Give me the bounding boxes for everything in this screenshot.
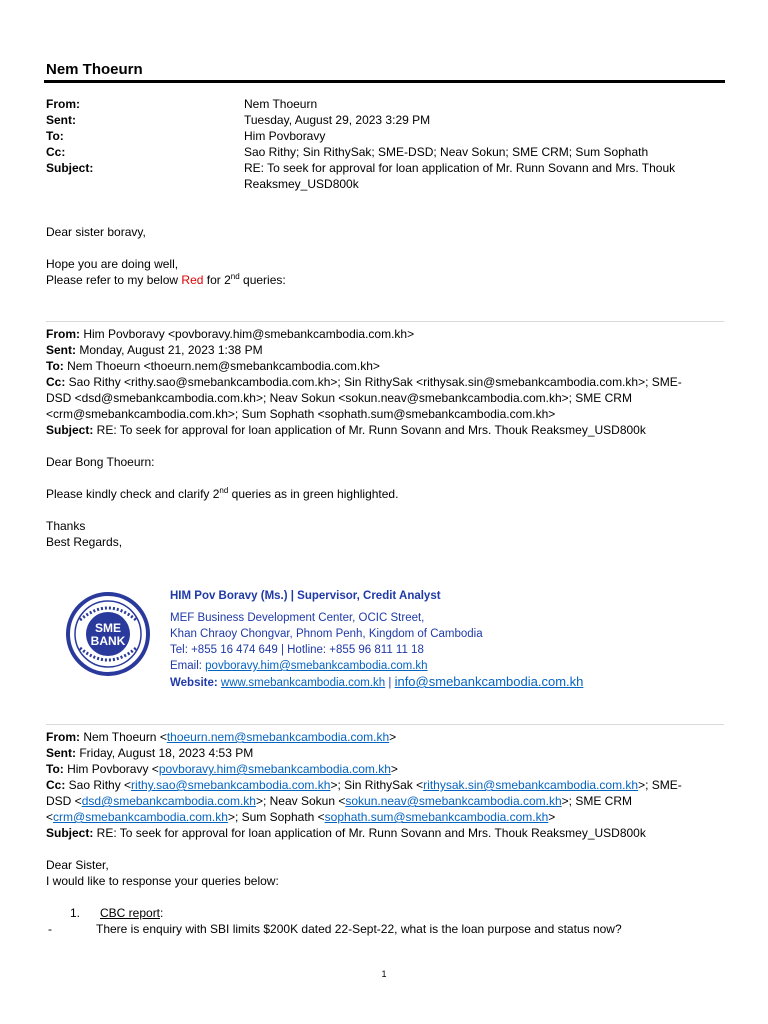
quote2-cc: <crm@smebankcambodia.com.kh>; Sum Sophath <sophath.sum@smebankcambodia.com.kh> bbox=[46, 810, 556, 824]
quoted-message-2 bbox=[46, 729, 726, 937]
message-line: Please refer to my below Red for 2nd queries: bbox=[46, 272, 286, 287]
header-sent-row bbox=[46, 112, 726, 128]
header-cc-label: Cc: bbox=[46, 145, 66, 159]
email-link[interactable]: povboravy.him@smebankcambodia.com.kh bbox=[158, 762, 391, 776]
quote2-intro: I would like to response your queries below: bbox=[46, 874, 279, 888]
header-cc-value: Sao Rithy; Sin RithySak; SME-DSD; Neav Sokun; SME CRM; Sum Sophath bbox=[244, 145, 649, 159]
signature-email-link[interactable]: povboravy.him@smebankcambodia.com.kh bbox=[205, 660, 428, 672]
list-item: 1. CBC report: bbox=[70, 906, 164, 920]
signature-info-email-link[interactable]: info@smebankcambodia.com.kh bbox=[394, 674, 584, 689]
message-line: Hope you are doing well, bbox=[46, 257, 179, 271]
message-greeting: Dear sister boravy, bbox=[46, 225, 146, 239]
quote-thanks: Thanks bbox=[46, 519, 86, 533]
header-to-row bbox=[46, 128, 726, 144]
quote2-greeting: Dear Sister, bbox=[46, 858, 109, 872]
header-subject-label: Subject: bbox=[46, 161, 94, 175]
owner-divider bbox=[44, 80, 725, 83]
email-header bbox=[46, 96, 726, 192]
email-link[interactable]: rithy.sao@smebankcambodia.com.kh bbox=[131, 778, 331, 792]
header-subject-value bbox=[244, 160, 726, 192]
header-from-label: From: bbox=[46, 97, 80, 111]
quoted-message-1 bbox=[46, 326, 726, 550]
signature-email-row: Email: povboravy.him@smebankcambodia.com.kh bbox=[170, 660, 428, 672]
signature-address-1: MEF Business Development Center, OCIC Street, bbox=[170, 612, 425, 624]
quote-cc: Cc: Sao Rithy <rithy.sao@smebankcambodia.com.kh>; Sin RithySak <rithysak.sin@smebankcambodia.com.kh>; SME- bbox=[46, 375, 682, 389]
quote-divider bbox=[46, 724, 724, 725]
header-subject-line2: Reaksmey_USD800k bbox=[244, 177, 359, 191]
header-to-label: To: bbox=[46, 129, 64, 143]
quote-cc: <crm@smebankcambodia.com.kh>; Sum Sophath <sophath.sum@smebankcambodia.com.kh> bbox=[46, 407, 556, 421]
email-link[interactable]: rithysak.sin@smebankcambodia.com.kh bbox=[423, 778, 639, 792]
quote-body: Please kindly check and clarify 2nd queries as in green highlighted. bbox=[46, 486, 399, 501]
quote-to: To: Nem Thoeurn <thoeurn.nem@smebankcambodia.com.kh> bbox=[46, 359, 380, 373]
sme-bank-logo bbox=[60, 590, 156, 686]
header-from-row bbox=[46, 96, 726, 112]
svg-text:BANK: BANK bbox=[90, 634, 126, 648]
quote-cc: DSD <dsd@smebankcambodia.com.kh>; Neav Sokun <sokun.neav@smebankcambodia.com.kh>; SME CRM bbox=[46, 391, 632, 405]
quote2-cc: DSD <dsd@smebankcambodia.com.kh>; Neav Sokun <sokun.neav@smebankcambodia.com.kh>; SME CRM bbox=[46, 794, 632, 808]
signature-phone: Tel: +855 16 474 649 | Hotline: +855 96 811 11 18 bbox=[170, 644, 424, 656]
quote-divider bbox=[46, 321, 724, 322]
quote-subject: Subject: RE: To seek for approval for loan application of Mr. Runn Sovann and Mrs. Thouk Reaksmey_USD800k bbox=[46, 423, 646, 437]
email-link[interactable]: sophath.sum@smebankcambodia.com.kh bbox=[324, 810, 549, 824]
quote2-to: To: Him Povboravy <povboravy.him@smebankcambodia.com.kh> bbox=[46, 762, 398, 776]
signature-text bbox=[170, 588, 583, 691]
quote2-cc: Cc: Sao Rithy <rithy.sao@smebankcambodia.com.kh>; Sin RithySak <rithysak.sin@smebankcambodia.com.kh>; SME- bbox=[46, 778, 682, 792]
quote-greeting: Dear Bong Thoeurn: bbox=[46, 455, 155, 469]
email-link[interactable]: crm@smebankcambodia.com.kh bbox=[53, 810, 228, 824]
email-link[interactable]: thoeurn.nem@smebankcambodia.com.kh bbox=[166, 730, 390, 744]
header-from-value: Nem Thoeurn bbox=[244, 97, 318, 111]
header-sent-label: Sent: bbox=[46, 113, 76, 127]
quote2-sent: Sent: Friday, August 18, 2023 4:53 PM bbox=[46, 746, 254, 760]
header-subject-row bbox=[46, 160, 726, 192]
header-cc-row bbox=[46, 144, 726, 160]
quote2-from: From: Nem Thoeurn <thoeurn.nem@smebankcambodia.com.kh> bbox=[46, 730, 397, 744]
list-item: - There is enquiry with SBI limits $200K dated 22-Sept-22, what is the loan purpose and status now? bbox=[48, 922, 622, 936]
mailbox-owner: Nem Thoeurn bbox=[46, 61, 143, 78]
quote2-subject: Subject: RE: To seek for approval for loan application of Mr. Runn Sovann and Mrs. Thouk Reaksmey_USD800k bbox=[46, 826, 646, 840]
email-link[interactable]: dsd@smebankcambodia.com.kh bbox=[81, 794, 256, 808]
page-number: 1 bbox=[381, 969, 387, 979]
header-to-value: Him Povboravy bbox=[244, 129, 326, 143]
email-link[interactable]: sokun.neav@smebankcambodia.com.kh bbox=[345, 794, 562, 808]
signature-name: HIM Pov Boravy (Ms.) | Supervisor, Credit Analyst bbox=[170, 590, 441, 602]
quote-regards: Best Regards, bbox=[46, 535, 123, 549]
quote-sent: Sent: Monday, August 21, 2023 1:38 PM bbox=[46, 343, 263, 357]
signature-address-2: Khan Chraoy Chongvar, Phnom Penh, Kingdom of Cambodia bbox=[170, 628, 483, 640]
quote-from: From: Him Povboravy <povboravy.him@smebankcambodia.com.kh> bbox=[46, 327, 415, 341]
email-signature bbox=[60, 590, 740, 690]
svg-text:SME: SME bbox=[94, 621, 122, 635]
signature-website-row: Website: www.smebankcambodia.com.kh | info@smebankcambodia.com.kh bbox=[170, 674, 584, 689]
message-body bbox=[46, 224, 726, 288]
header-sent-value: Tuesday, August 29, 2023 3:29 PM bbox=[244, 113, 431, 127]
header-subject-line1: RE: To seek for approval for loan application of Mr. Runn Sovann and Mrs. Thouk bbox=[244, 161, 676, 175]
red-highlight-word: Red bbox=[181, 273, 204, 287]
signature-website-link[interactable]: www.smebankcambodia.com.kh bbox=[220, 677, 386, 689]
